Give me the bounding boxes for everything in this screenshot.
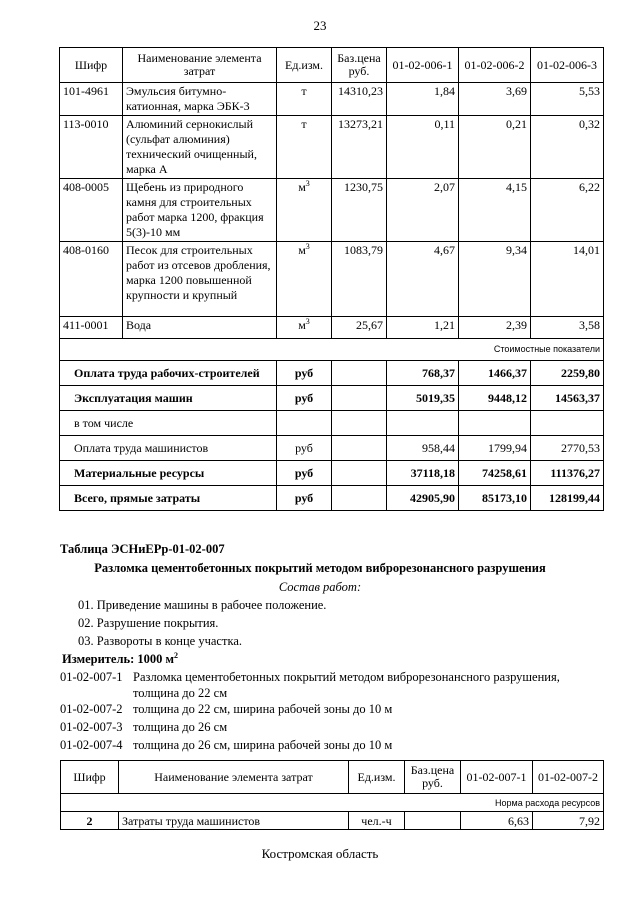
item-code: 01-02-007-1	[60, 670, 123, 684]
summary-label: Всего, прямые затраты	[60, 486, 277, 511]
row-value-2: 0,21	[459, 116, 531, 179]
table-header-row	[60, 48, 604, 83]
table-row	[60, 83, 604, 116]
row-price: 25,67	[332, 317, 387, 339]
row-name: Вода	[123, 317, 277, 339]
row-value-3: 3,58	[531, 317, 604, 339]
summary-value-3	[531, 411, 604, 436]
summary-value-1: 37118,18	[387, 461, 459, 486]
item-text: толщина до 26 см, ширина рабочей зоны до 10 м	[133, 738, 393, 752]
header-col-2: 01-02-007-2	[533, 761, 604, 794]
unit-text: м	[298, 180, 306, 194]
works-title: Состав работ:	[278, 580, 362, 594]
summary-value-2: 85173,10	[459, 486, 531, 511]
header-code: Шифр	[60, 48, 123, 83]
section-label: Стоимостные показатели	[60, 339, 604, 361]
summary-value-2: 74258,61	[459, 461, 531, 486]
header-name: Наименование элемента затрат	[123, 48, 277, 83]
row-code: 408-0160	[60, 242, 123, 317]
summary-unit: руб	[277, 386, 332, 411]
summary-row	[60, 411, 604, 436]
summary-label: Материальные ресурсы	[60, 461, 277, 486]
row-price	[405, 812, 461, 830]
unit-text: т	[301, 117, 307, 131]
summary-price	[332, 386, 387, 411]
resource-table-006	[59, 47, 604, 511]
item-code: 01-02-007-4	[60, 738, 123, 752]
summary-price	[332, 461, 387, 486]
header-price: Баз.цена руб.	[405, 761, 461, 794]
summary-value-1: 768,37	[387, 361, 459, 386]
summary-value-2	[459, 411, 531, 436]
summary-value-1: 42905,90	[387, 486, 459, 511]
row-price: 1083,79	[332, 242, 387, 317]
summary-value-1: 5019,35	[387, 386, 459, 411]
row-code: 101-4961	[60, 83, 123, 116]
table-row	[61, 812, 604, 830]
row-name: Алюминий сернокислый (сульфат алюминия) технический очищенный, марка А	[123, 116, 277, 179]
item-code: 01-02-007-2	[60, 702, 123, 716]
header-col-2: 01-02-006-2	[459, 48, 531, 83]
item-text-continued: толщина до 22 см	[133, 686, 228, 700]
section-row	[60, 339, 604, 361]
item-text: Разломка цементобетонных покрытий методом виброрезонансного разрушения,	[133, 670, 560, 684]
row-code: 2	[61, 812, 119, 830]
row-value-1: 0,11	[387, 116, 459, 179]
summary-value-2: 1466,37	[459, 361, 531, 386]
row-value-1: 1,21	[387, 317, 459, 339]
row-value-2: 7,92	[533, 812, 604, 830]
header-code: Шифр	[61, 761, 119, 794]
summary-unit: руб	[277, 486, 332, 511]
page-number: 23	[313, 18, 327, 33]
summary-value-1: 958,44	[387, 436, 459, 461]
table-row	[60, 242, 604, 317]
work-step: 02. Разрушение покрытия.	[78, 616, 219, 630]
summary-row	[60, 436, 604, 461]
summary-value-3: 2259,80	[531, 361, 604, 386]
section-row	[61, 794, 604, 812]
summary-value-2: 9448,12	[459, 386, 531, 411]
table-row	[60, 116, 604, 179]
row-value-3: 6,22	[531, 179, 604, 242]
summary-unit: руб	[277, 461, 332, 486]
header-price: Баз.цена руб.	[332, 48, 387, 83]
summary-unit	[277, 411, 332, 436]
footer-region: Костромская область	[261, 846, 379, 861]
row-name: Эмульсия битумно-катионная, марка ЭБК-3	[123, 83, 277, 116]
header-col-1: 01-02-006-1	[387, 48, 459, 83]
row-value-1: 6,63	[461, 812, 533, 830]
section-heading: Разломка цементобетонных покрытий методом виброрезонансного разрушения	[94, 561, 546, 575]
row-code: 411-0001	[60, 317, 123, 339]
table-row	[60, 179, 604, 242]
row-price: 13273,21	[332, 116, 387, 179]
row-unit	[277, 116, 332, 179]
unit-superscript: 3	[305, 317, 310, 326]
unit-superscript: 3	[305, 179, 310, 188]
row-unit	[277, 242, 332, 317]
row-value-2: 4,15	[459, 179, 531, 242]
summary-value-3: 2770,53	[531, 436, 604, 461]
row-value-2: 3,69	[459, 83, 531, 116]
unit-text: т	[301, 84, 307, 98]
row-price: 14310,23	[332, 83, 387, 116]
summary-unit: руб	[277, 436, 332, 461]
section-label: Норма расхода ресурсов	[61, 794, 604, 812]
summary-row	[60, 386, 604, 411]
row-name: Песок для строительных работ из отсевов дробления, марка 1200 повышенной крупности и крупный	[123, 242, 277, 317]
work-step: 01. Приведение машины в рабочее положение.	[78, 598, 327, 612]
summary-row	[60, 361, 604, 386]
row-value-1: 2,07	[387, 179, 459, 242]
row-price: 1230,75	[332, 179, 387, 242]
summary-label: Эксплуатация машин	[60, 386, 277, 411]
summary-value-3: 128199,44	[531, 486, 604, 511]
unit-text: м	[298, 243, 306, 257]
row-name: Щебень из природного камня для строительных работ марка 1200, фракция 5(3)-10 мм	[123, 179, 277, 242]
row-unit	[277, 179, 332, 242]
work-step: 03. Развороты в конце участка.	[78, 634, 242, 648]
row-unit: чел.-ч	[349, 812, 405, 830]
summary-value-1	[387, 411, 459, 436]
row-value-3: 0,32	[531, 116, 604, 179]
unit-text: м	[298, 318, 306, 332]
table-title: Таблица ЭСНиЕРр-01-02-007	[60, 542, 225, 556]
row-value-2: 9,34	[459, 242, 531, 317]
summary-label: в том числе	[60, 411, 277, 436]
table-header-row	[61, 761, 604, 794]
summary-value-3: 14563,37	[531, 386, 604, 411]
row-unit	[277, 317, 332, 339]
row-name: Затраты труда машинистов	[119, 812, 349, 830]
summary-label: Оплата труда машинистов	[60, 436, 277, 461]
row-value-3: 14,01	[531, 242, 604, 317]
item-text: толщина до 22 см, ширина рабочей зоны до 10 м	[133, 702, 393, 716]
item-text: толщина до 26 см	[133, 720, 228, 734]
summary-row	[60, 486, 604, 511]
summary-value-3: 111376,27	[531, 461, 604, 486]
summary-price	[332, 411, 387, 436]
summary-price	[332, 361, 387, 386]
row-code: 408-0005	[60, 179, 123, 242]
header-col-1: 01-02-007-1	[461, 761, 533, 794]
header-col-3: 01-02-006-3	[531, 48, 604, 83]
summary-row	[60, 461, 604, 486]
row-value-1: 4,67	[387, 242, 459, 317]
summary-label: Оплата труда рабочих-строителей	[60, 361, 277, 386]
header-unit: Ед.изм.	[277, 48, 332, 83]
summary-price	[332, 486, 387, 511]
item-code: 01-02-007-3	[60, 720, 123, 734]
row-code: 113-0010	[60, 116, 123, 179]
header-name: Наименование элемента затрат	[119, 761, 349, 794]
summary-unit: руб	[277, 361, 332, 386]
row-value-3: 5,53	[531, 83, 604, 116]
summary-price	[332, 436, 387, 461]
row-unit	[277, 83, 332, 116]
meter-label: Измеритель: 1000 $м^2$	[62, 650, 179, 666]
table-row	[60, 317, 604, 339]
resource-table-007	[60, 760, 604, 830]
summary-value-2: 1799,94	[459, 436, 531, 461]
unit-superscript: 3	[305, 242, 310, 251]
row-value-1: 1,84	[387, 83, 459, 116]
row-value-2: 2,39	[459, 317, 531, 339]
header-unit: Ед.изм.	[349, 761, 405, 794]
